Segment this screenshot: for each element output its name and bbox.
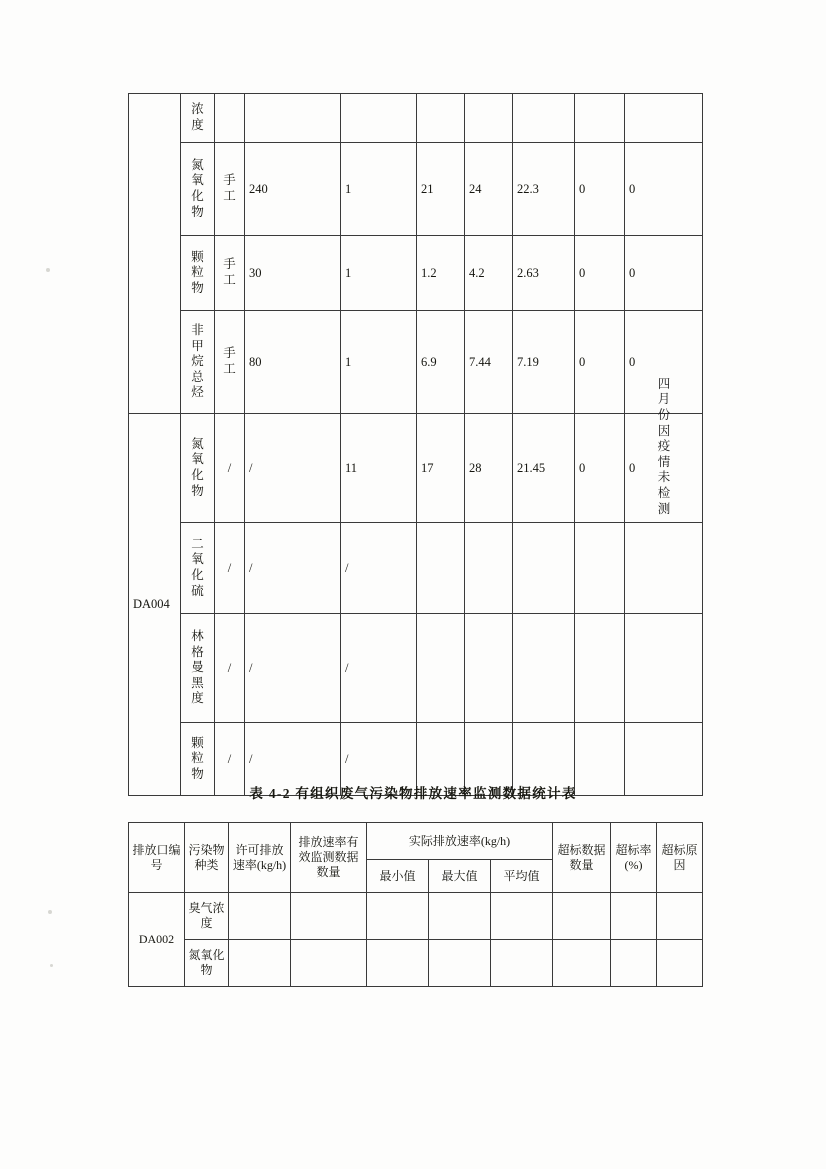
avg-cell bbox=[491, 893, 553, 940]
avg-cell: 2.63 bbox=[513, 236, 575, 311]
scan-speck bbox=[46, 268, 50, 272]
exceed-count-cell bbox=[553, 893, 611, 940]
exceed-count-cell bbox=[575, 94, 625, 143]
exceed-count-cell: 0 bbox=[575, 143, 625, 236]
method-cell: / bbox=[215, 414, 245, 523]
table-row bbox=[129, 94, 703, 143]
table-row bbox=[129, 614, 703, 723]
method-cell: 手工 bbox=[215, 236, 245, 311]
exceed-reason-cell bbox=[657, 940, 703, 987]
limit-cell bbox=[229, 940, 291, 987]
exceed-rate-cell bbox=[625, 94, 703, 143]
min-cell: 17 bbox=[417, 414, 465, 523]
exceed-rate-cell bbox=[611, 940, 657, 987]
scan-speck bbox=[50, 964, 53, 967]
header-pollutant: 污染物种类 bbox=[185, 823, 229, 893]
limit-cell: / bbox=[245, 614, 341, 723]
min-cell bbox=[417, 94, 465, 143]
outlet-cell bbox=[129, 94, 181, 414]
header-permitted-rate: 许可排放速率(kg/h) bbox=[229, 823, 291, 893]
max-cell bbox=[465, 614, 513, 723]
method-cell bbox=[215, 94, 245, 143]
pollutant-cell: 浓度 bbox=[181, 94, 215, 143]
emission-concentration-table bbox=[128, 93, 703, 796]
avg-cell: 21.45 bbox=[513, 414, 575, 523]
valid-count-cell: / bbox=[341, 523, 417, 614]
exceed-rate-cell: 0 bbox=[625, 414, 703, 523]
exceed-reason-cell: 四月份因疫情未检测 bbox=[657, 376, 671, 516]
method-cell: / bbox=[215, 723, 245, 796]
header-exceed-reason: 超标原因 bbox=[657, 823, 703, 893]
exceed-count-cell: 0 bbox=[575, 414, 625, 523]
method-cell: 手工 bbox=[215, 311, 245, 414]
limit-cell: / bbox=[245, 723, 341, 796]
table-row bbox=[129, 311, 703, 414]
exceed-rate-cell: 0 bbox=[625, 143, 703, 236]
table-row bbox=[129, 143, 703, 236]
header-exceed-rate: 超标率(%) bbox=[611, 823, 657, 893]
valid-count-cell: 1 bbox=[341, 311, 417, 414]
limit-cell: 240 bbox=[245, 143, 341, 236]
exceed-count-cell: 0 bbox=[575, 311, 625, 414]
exceed-count-cell bbox=[553, 940, 611, 987]
max-cell: 7.44 bbox=[465, 311, 513, 414]
max-cell: 24 bbox=[465, 143, 513, 236]
pollutant-cell: 氮氧化物 bbox=[185, 940, 229, 987]
outlet-cell: DA002 bbox=[129, 893, 185, 987]
avg-cell bbox=[513, 523, 575, 614]
header-exceed-count: 超标数据数量 bbox=[553, 823, 611, 893]
pollutant-cell: 林格曼黑度 bbox=[181, 614, 215, 723]
table-header-row bbox=[129, 823, 703, 860]
exceed-reason-cell bbox=[657, 893, 703, 940]
scan-speck bbox=[48, 910, 52, 914]
pollutant-cell: 二氧化硫 bbox=[181, 523, 215, 614]
avg-cell: 7.19 bbox=[513, 311, 575, 414]
limit-cell bbox=[245, 94, 341, 143]
header-valid-count: 排放速率有效监测数据数量 bbox=[291, 823, 367, 893]
table-caption-4-2: 表 4-2 有组织废气污染物排放速率监测数据统计表 bbox=[249, 786, 577, 801]
method-cell: / bbox=[215, 523, 245, 614]
max-cell: 4.2 bbox=[465, 236, 513, 311]
exceed-rate-cell bbox=[625, 523, 703, 614]
table-row bbox=[129, 236, 703, 311]
exceed-rate-cell: 0 bbox=[625, 236, 703, 311]
avg-cell bbox=[513, 94, 575, 143]
max-cell: 28 bbox=[465, 414, 513, 523]
limit-cell: / bbox=[245, 523, 341, 614]
max-cell bbox=[465, 523, 513, 614]
limit-cell: 80 bbox=[245, 311, 341, 414]
emission-rate-table bbox=[128, 822, 703, 987]
min-cell: 1.2 bbox=[417, 236, 465, 311]
table-row bbox=[129, 523, 703, 614]
valid-count-cell bbox=[341, 94, 417, 143]
valid-count-cell: 1 bbox=[341, 236, 417, 311]
limit-cell bbox=[229, 893, 291, 940]
header-max: 最大值 bbox=[429, 860, 491, 893]
min-cell: 21 bbox=[417, 143, 465, 236]
min-cell bbox=[367, 893, 429, 940]
min-cell bbox=[417, 614, 465, 723]
exceed-rate-cell bbox=[611, 893, 657, 940]
exceed-count-cell bbox=[575, 614, 625, 723]
exceed-count-cell: 0 bbox=[575, 236, 625, 311]
method-cell: / bbox=[215, 614, 245, 723]
exceed-count-cell bbox=[575, 523, 625, 614]
pollutant-cell: 氮氧化物 bbox=[181, 414, 215, 523]
valid-count-cell bbox=[291, 940, 367, 987]
min-cell: 6.9 bbox=[417, 311, 465, 414]
pollutant-cell: 非甲烷总烃 bbox=[181, 311, 215, 414]
valid-count-cell: / bbox=[341, 723, 417, 796]
min-cell bbox=[417, 523, 465, 614]
exceed-rate-cell: 0 bbox=[625, 311, 703, 414]
header-avg: 平均值 bbox=[491, 860, 553, 893]
header-actual-rate-group: 实际排放速率(kg/h) bbox=[367, 823, 553, 860]
method-cell: 手工 bbox=[215, 143, 245, 236]
valid-count-cell: / bbox=[341, 614, 417, 723]
pollutant-cell: 颗粒物 bbox=[181, 236, 215, 311]
table-row bbox=[129, 414, 703, 523]
table-row bbox=[129, 940, 703, 987]
max-cell bbox=[429, 940, 491, 987]
valid-count-cell: 11 bbox=[341, 414, 417, 523]
pollutant-cell: 颗粒物 bbox=[181, 723, 215, 796]
max-cell bbox=[429, 893, 491, 940]
max-cell bbox=[465, 94, 513, 143]
header-min: 最小值 bbox=[367, 860, 429, 893]
pollutant-cell: 氮氧化物 bbox=[181, 143, 215, 236]
limit-cell: / bbox=[245, 414, 341, 523]
valid-count-cell bbox=[291, 893, 367, 940]
limit-cell: 30 bbox=[245, 236, 341, 311]
header-outlet: 排放口编号 bbox=[129, 823, 185, 893]
table-row bbox=[129, 893, 703, 940]
min-cell bbox=[367, 940, 429, 987]
pollutant-cell: 臭气浓度 bbox=[185, 893, 229, 940]
valid-count-cell: 1 bbox=[341, 143, 417, 236]
avg-cell bbox=[513, 614, 575, 723]
avg-cell: 22.3 bbox=[513, 143, 575, 236]
avg-cell bbox=[491, 940, 553, 987]
exceed-rate-cell bbox=[625, 614, 703, 723]
outlet-cell: DA004 bbox=[129, 414, 181, 796]
